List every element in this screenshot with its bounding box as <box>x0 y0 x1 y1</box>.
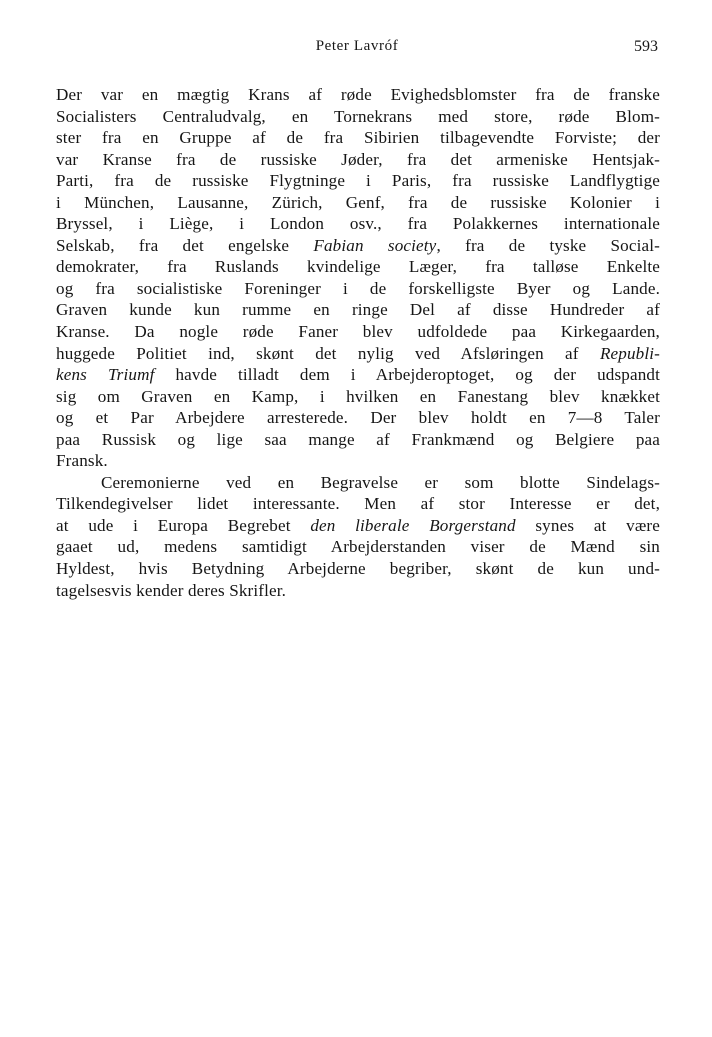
text-line <box>56 235 660 257</box>
text-line <box>56 515 660 537</box>
text-line: Socialisters Centraludvalg, en Tornekrans med store, røde Blom- <box>56 106 660 126</box>
text-run: Selskab, fra det engelske <box>56 235 314 255</box>
italic-title-republikens-triumf-cont: kens Triumf <box>56 365 155 385</box>
text-line: Kranse. Da nogle røde Faner blev udfoldede paa Kirkegaarden, <box>56 322 660 342</box>
text-line: Fransk. <box>56 451 108 471</box>
paragraph-1 <box>56 84 660 472</box>
italic-title-fabian-society: Fabian society <box>313 235 437 255</box>
text-line: gaaet ud, medens samtidigt Arbejderstanden viser de Mænd sin <box>56 537 660 557</box>
text-line: demokrater, fra Ruslands kvindelige Læger, fra talløse Enkelte <box>56 257 660 277</box>
text-line: Parti, fra de russiske Flygtninge i Paris, fra russiske Landflygtige <box>56 171 660 191</box>
text-run: synes at være <box>515 515 660 535</box>
text-run: huggede Politiet ind, skønt det nylig ved Afsløringen af <box>56 343 600 363</box>
running-title: Peter Lavróf <box>315 38 399 54</box>
text-line: ster fra en Gruppe af de fra Sibirien tilbagevendte Forviste; der <box>56 128 660 148</box>
text-line: og fra socialistiske Foreninger i de forskelligste Byer og Lande. <box>56 278 660 298</box>
italic-phrase-liberale-borgerstand: den liberale Borgerstand <box>310 515 516 535</box>
text-run: , fra de tyske Social- <box>436 235 660 255</box>
text-line: Graven kunde kun rumme en ringe Del af disse Hundreder af <box>56 300 660 320</box>
text-line: i München, Lausanne, Zürich, Genf, fra de russiske Kolonier i <box>56 192 660 212</box>
paragraph-2 <box>56 472 660 601</box>
text-line: Tilkendegivelser lidet interessante. Men af stor Interesse er det, <box>56 494 660 514</box>
italic-title-republikens-triumf: Republi- <box>599 343 660 363</box>
text-run: havde tilladt dem i Arbejderoptoget, og der udspandt <box>154 365 660 385</box>
text-line: Hyldest, hvis Betydning Arbejderne begriber, skønt de kun und- <box>56 559 660 579</box>
text-line: Ceremonierne ved en Begravelse er som blotte Sindelags- <box>101 472 660 492</box>
running-head <box>56 38 658 60</box>
text-line: sig om Graven en Kamp, i hvilken en Fanestang blev knækket <box>56 386 660 406</box>
text-line: Bryssel, i Liège, i London osv., fra Polakkernes internationale <box>56 214 660 234</box>
text-line: var Kranse fra de russiske Jøder, fra det armeniske Hentsjak- <box>56 149 660 169</box>
text-line <box>56 364 660 386</box>
body-text <box>56 84 660 601</box>
page-number: 593 <box>634 38 658 55</box>
text-line <box>56 343 660 365</box>
text-line: tagelsesvis kender deres Skrifler. <box>56 580 287 600</box>
text-line: og et Par Arbejdere arresterede. Der blev holdt en 7—8 Taler <box>56 408 660 428</box>
text-line: paa Russisk og lige saa mange af Frankmænd og Belgiere paa <box>56 429 660 449</box>
text-run: at ude i Europa Begrebet <box>56 515 311 535</box>
text-line: Der var en mægtig Krans af røde Evighedsblomster fra de franske <box>56 85 660 104</box>
